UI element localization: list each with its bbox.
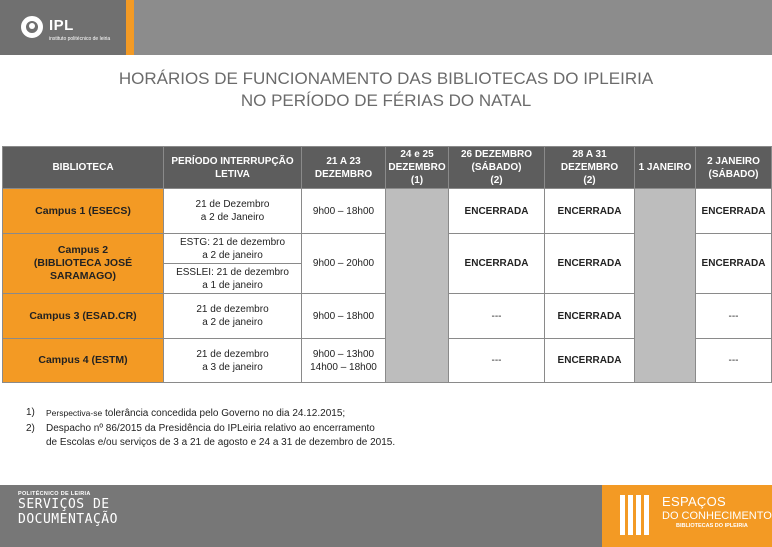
closed-24-25-cell <box>386 189 449 383</box>
logo-dot-icon <box>29 23 35 29</box>
header-1-janeiro: 1 JANEIRO <box>635 147 696 189</box>
logo-text: IPL <box>49 17 74 34</box>
title-line-2: NO PERÍODO DE FÉRIAS DO NATAL <box>240 91 532 110</box>
dec26-cell: ENCERRADA <box>449 234 545 294</box>
title-line-1: HORÁRIOS DE FUNCIONAMENTO DAS BIBLIOTECAS DO IPLEIRIA <box>118 69 654 88</box>
page-footer <box>0 485 772 547</box>
dec28-31-cell: ENCERRADA <box>545 189 635 234</box>
header-periodo: PERÍODO INTERRUPÇÃO LETIVA <box>164 147 302 189</box>
dec28-31-cell: ENCERRADA <box>545 339 635 383</box>
header-28-31-dezembro: 28 A 31 DEZEMBRO (2) <box>545 147 635 189</box>
footnote-2 <box>26 422 466 451</box>
dec28-31-cell: ENCERRADA <box>545 294 635 339</box>
jan2-cell: --- <box>696 294 772 339</box>
dec26-cell: ENCERRADA <box>449 189 545 234</box>
footer-brand-2: DO CONHECIMENTO <box>662 510 772 522</box>
dec28-31-cell: ENCERRADA <box>545 234 635 294</box>
servicos-documentacao-logo[interactable] <box>18 491 118 527</box>
hours-cell: 9h00 – 20h00 <box>302 234 386 294</box>
footnotes <box>26 406 466 451</box>
period-cell: 21 de dezembro a 3 de janeiro <box>164 339 302 383</box>
logo-subtext: instituto politécnico de leiria <box>49 36 111 42</box>
footer-title-2: DOCUMENTAÇÃO <box>18 512 118 527</box>
hours-cell: 9h00 – 18h00 <box>302 189 386 234</box>
footer-institution: POLITÉCNICO DE LEIRIA <box>18 491 91 497</box>
ipl-logo[interactable] <box>0 0 126 55</box>
footer-brand-1: ESPAÇOS <box>662 494 726 509</box>
hours-cell: 9h00 – 18h00 <box>302 294 386 339</box>
header-24-25-dezembro: 24 e 25 DEZEMBRO (1) <box>386 147 449 189</box>
footnote-text: Despacho nº 86/2015 da Presidência do IPLeiria relativo ao encerramento de Escolas e/ou serviços de 3 a 21 de agosto e 24 a 31 de dezembro de 2015. <box>46 422 396 448</box>
library-name-campus-2: Campus 2 (BIBLIOTECA JOSÉ SARAMAGO) <box>3 234 164 294</box>
schedule-table <box>2 146 772 383</box>
page-title <box>0 68 772 112</box>
footer-title-1: SERVIÇOS DE <box>18 497 110 512</box>
jan2-cell: ENCERRADA <box>696 189 772 234</box>
espacos-conhecimento-logo[interactable] <box>602 485 772 547</box>
footnote-1 <box>26 406 466 422</box>
period-cell-estg: ESTG: 21 de dezembro a 2 de janeiro <box>164 234 302 264</box>
library-name-campus-4: Campus 4 (ESTM) <box>3 339 164 383</box>
footnote-text: Perspectiva-se tolerância concedida pelo Governo no dia 24.12.2015; <box>46 408 346 419</box>
footnote-number: 1) <box>26 407 35 418</box>
page-header <box>0 0 772 55</box>
footer-brand-3: BIBLIOTECAS DO IPLEIRIA <box>676 523 748 529</box>
dec26-cell: --- <box>449 294 545 339</box>
footnote-number: 2) <box>26 422 35 434</box>
jan2-cell: --- <box>696 339 772 383</box>
books-icon <box>620 495 650 535</box>
header-orange-strip <box>126 0 134 55</box>
header-26-dezembro: 26 DEZEMBRO (SÁBADO) (2) <box>449 147 545 189</box>
period-cell: 21 de Dezembro a 2 de Janeiro <box>164 189 302 234</box>
period-cell-esslei: ESSLEI: 21 de dezembro a 1 de janeiro <box>164 264 302 294</box>
jan2-cell: ENCERRADA <box>696 234 772 294</box>
hours-cell: 9h00 – 13h00 14h00 – 18h00 <box>302 339 386 383</box>
header-grey-band <box>134 0 772 55</box>
closed-jan1-cell <box>635 189 696 383</box>
period-cell: 21 de dezembro a 2 de janeiro <box>164 294 302 339</box>
table-row <box>3 189 772 234</box>
table-header-row <box>3 147 772 189</box>
dec26-cell: --- <box>449 339 545 383</box>
header-biblioteca: BIBLIOTECA <box>3 147 164 189</box>
header-2-janeiro: 2 JANEIRO (SÁBADO) <box>696 147 772 189</box>
library-name-campus-1: Campus 1 (ESECS) <box>3 189 164 234</box>
header-21-23-dezembro: 21 A 23 DEZEMBRO <box>302 147 386 189</box>
library-name-campus-3: Campus 3 (ESAD.CR) <box>3 294 164 339</box>
